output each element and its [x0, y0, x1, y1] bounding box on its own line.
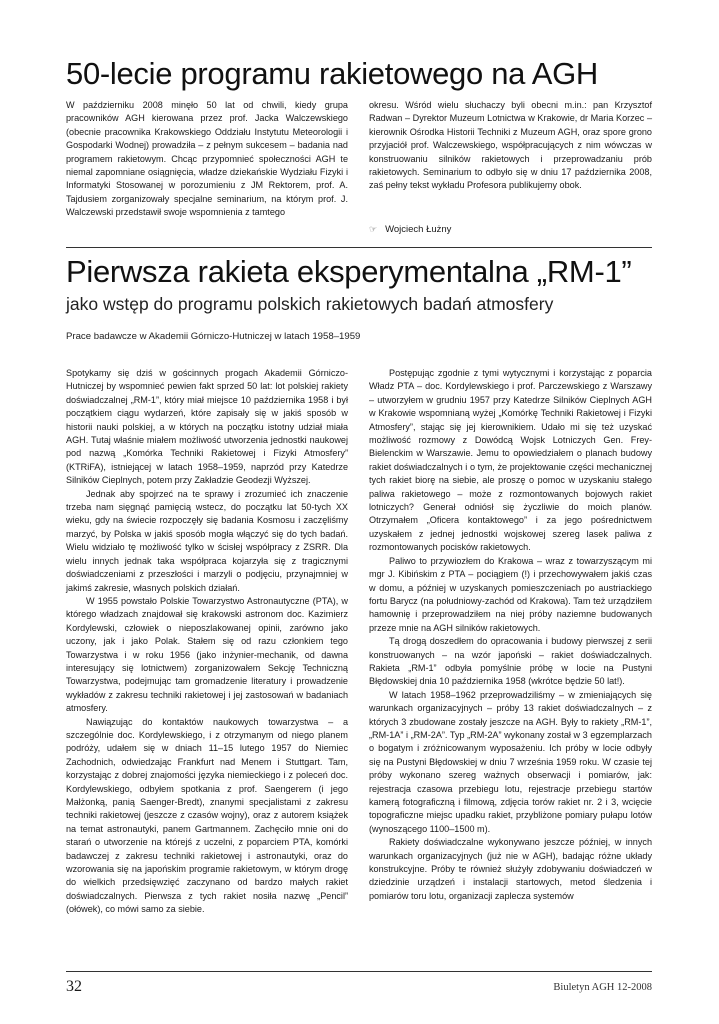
paragraph: okresu. Wśród wielu słuchaczy byli obecni m.in.: pan Krzysztof Radwan – Dyrektor Muzeum Lotnictwa w Krakowie, dr Maria Korzec – kierownik Ośrodka Historii Techniki z Muzeum AGH, oraz spore grono przyjaciół prof. Walczewskiego, współpracujących z nim wówczas w konstruowaniu silników rakietowych i przeprowadzaniu prób rakietowych. Seminarium to odbyło się w dniu 17 października 2008, zaś pełny tekst wykładu Profesora publikujemy obok. [369, 100, 652, 191]
article-body-column-left [66, 367, 348, 917]
publication-name: Biuletyn AGH 12-2008 [553, 982, 652, 993]
article-subtitle: jako wstęp do programu polskich rakietowych badań atmosfery [66, 294, 554, 314]
page-number: 32 [66, 978, 82, 995]
article-title: Pierwsza rakieta eksperymentalna „RM-1” [66, 254, 632, 289]
article-intro-column-right [369, 99, 652, 193]
paragraph: Nawiązując do kontaktów naukowych towarzystwa – a szczególnie doc. Kordylewskiego, i z otrzymanym od niego planem podróży, udałem się w dniach 11–15 lutego 1957 do Niemiec Zachodnich, odwiedzając Frankfurt nad Menem i Stuttgart. Tam, korzystając z dobrej znajomości języka niemieckiego i z poleceń doc. Kordylewskiego, odbyłem spotkania z prof. Saengerem (i jego Małżonką, panią Saenger-Bredt), znanymi specjalistami z zakresu techniki rakietowej (jeszcze z czasów wojny), oraz z autorem książek na temat astronautyki, panem Gartmannem. Zachęciło mnie oni do starań o utworzenie na którejś z uczelni, z poparciem PTA, komórki badawczej z zakresu techniki rakietowej i astronautyki, oraz do wzorowania się na japońskim programie rakietowym, w którym drogę do wielkich przedsięwzięć zaczynano od bardzo małych rakiet doświadczalnych. Pierwsza z tych rakiet nosiła nazwę „Pencil” (ołówek), co mówi samo za siebie. [66, 716, 348, 915]
author-line [369, 224, 451, 235]
pointing-hand-icon: ☞ [369, 224, 378, 234]
article-title: 50-lecie programu rakietowego na AGH [66, 56, 598, 91]
paragraph: W latach 1958–1962 przeprowadziliśmy – w zmieniających się warunkach organizacyjnych – próby 13 rakiet doświadczalnych – z których 3 zbudowane zostały jeszcze na AGH. Były to rakiety „RM-1”, „RM-1A” i „RM-2A”. Typ „RM-2A” wykonany został w 3 egzemplarzach o bogatym i zróżnicowanym wyposażeniu. Ich próby w locie odbyły się na Pustyni Błędowskiej w dniu 7 września 1959 roku. W czasie tej próby wykonano szereg ważnych obserwacji i pomiarów, jak: rejestracja czasowa przebiegu lotu, rejestracje przebiegu startów kamerą fotograficzną i filmową, zdjęcia torów rakiet nr. 2 i 3, wcięcie topograficzne miejsc upadku rakiet, przybliżone pomiary pułapu lotów (wynoszącego 1100–1500 m). [369, 689, 652, 834]
footer-divider [66, 971, 652, 972]
article-lead: Prace badawcze w Akademii Górniczo-Hutniczej w latach 1958–1959 [66, 331, 361, 342]
paragraph: Jednak aby spojrzeć na te sprawy i zrozumieć ich znaczenie trzeba nam sięgnąć pamięcią wstecz, do początku lat 50-tych XX wieku, gdy na świecie rozpoczęły się badania Kosmosu i zaczęliśmy marzyć, by Polska w jakiś sposób mogła włączyć się do tych badań. Wielu widziało tę możliwość tylko w ścisłej współpracy z ZSRR. Dla wielu innych jednak taka współpraca kojarzyła się z tragicznymi doświadczeniami z przeszłości i marzyli o podjęciu, przynajmniej w jakimś zakresie, własnych polskich działań. [66, 488, 348, 593]
paragraph: W 1955 powstało Polskie Towarzystwo Astronautyczne (PTA), w którego władzach znajdował się krakowski astronom doc. Kazimierz Kordylewski, człowiek o nieposzlakowanej opinii, zarówno jako uczony, jak i jako Polak. Stałem się od razu członkiem tego Towarzystwa i w roku 1956 (jako inżynier-mechanik, od dawna interesujący się lotnictwem) zorganizowałem Sekcję Techniczną Towarzystwa, podejmując tam gromadzenie literatury i prowadzenie wykładów z zakresu techniki rakietowej i jej zastosowań w badaniach atmosfery. [66, 595, 348, 714]
article-body-column-right [369, 367, 652, 903]
article-intro-column-left [66, 99, 348, 220]
paragraph: Rakiety doświadczalne wykonywano jeszcze później, w innych warunkach organizacyjnych (już nie w AGH), badając różne układy konstrukcyjne. Próby te również służyły zdobywaniu doświadczeń w dziedzinie urządzeń i instalacji startowych, metod śledzenia i pomiarów toru lotu, organizacji zaplecza systemów [369, 837, 652, 901]
paragraph: Tą drogą doszedłem do opracowania i budowy pierwszej z serii konstruowanych – na wzór japoński – rakiet doświadczalnych. Rakieta „RM-1” odbyła pomyślnie próbę w locie na Pustyni Błędowskiej dnia 10 października 1958 (wkrótce będzie 50 lat!). [369, 636, 652, 687]
paragraph: Spotykamy się dziś w gościnnych progach Akademii Górniczo-Hutniczej by wspomnieć pewien fakt sprzed 50 lat: lot polskiej rakiety doświadczalnej „RM-1”, który miał miejsce 10 października 1958 i był początkiem ciągu wydarzeń, które zapisały się w jakiś sposób w historii nauki polskiej, a w których na początku istotny udział miała AGH. Tutaj właśnie miałem możliwość utworzenia jednostki naukowej pod nazwą „Komórka Techniki Rakietowej i Fizyki Atmosfery” (KTRiFA), istniejącej w latach 1958–1959, naprzód przy Katedrze Silników Cieplnych, potem przy Zakładzie Geodezji Wyższej. [66, 368, 348, 486]
paragraph: Paliwo to przywiozłem do Krakowa – wraz z towarzyszącym mi mgr J. Kibińskim z PTA – pociągiem (!) i przechowywałem jakiś czas w domu, a później w uzyskanych pomieszczeniach po austriackiego fortu Barycz (na południowy-zachód od Krakowa). Tam też urządziłem hamownię i przeprowadziłem na niej próby naziemne budowanych przeze mnie na AGH silników rakietowych. [369, 555, 652, 633]
author-name: Wojciech Łużny [385, 224, 452, 235]
section-divider [66, 247, 652, 248]
paragraph: W październiku 2008 minęło 50 lat od chwili, kiedy grupa pracowników AGH kierowana przez prof. Jacka Walczewskiego (obecnie pracownika Krakowskiego Oddziału Instytutu Meteorologii i Gospodarki Wodnej) prowadziła – z pełnym sukcesem – badania nad programem rakietowym. Chcąc przypomnieć społeczności AGH te niemal zapomniane osiągnięcia, władze dziekańskie Wydziału Fizyki i Informatyki Stosowanej w porozumieniu z JM Rektorem, prof. A. Tajdusiem zorganizowały specjalne seminarium, na którym prof. J. Walczewski przedstawił swoje wspomnienia z tamtego [66, 100, 348, 218]
paragraph: Postępując zgodnie z tymi wytycznymi i korzystając z poparcia Władz PTA – doc. Kordylewskiego i prof. Parczewskiego z Warszawy – utworzyłem w grudniu 1957 przy Katedrze Silników Cieplnych AGH w Krakowie wspomnianą wyżej „Komórkę Techniki Rakietowej i Fizyki Atmosfery”, stając się jej kierownikiem. Udało mi się też uzyskać możliwość rozmowy z Dowódcą Wojsk Lotniczych Gen. Frey-Bielenckim w Warszawie. Jemu to opowiedziałem o planach budowy rakiet doświadczalnych i o tym, że projektowanie części mechanicznej tych rakiet biorę na siebie, ale proszę o pomoc w uzyskaniu stałego paliwa rakietowego – może z rozmontowanych bojowych rakiet lotniczych? Generał odniósł się życzliwie do moich planów. Otrzymałem „Oficera kontaktowego” i za jego pośrednictwem uzyskałem z jednej jednostki wojskowej szereg lasek paliwa z rozmontowanych pocisków rakietowych. [369, 368, 652, 553]
